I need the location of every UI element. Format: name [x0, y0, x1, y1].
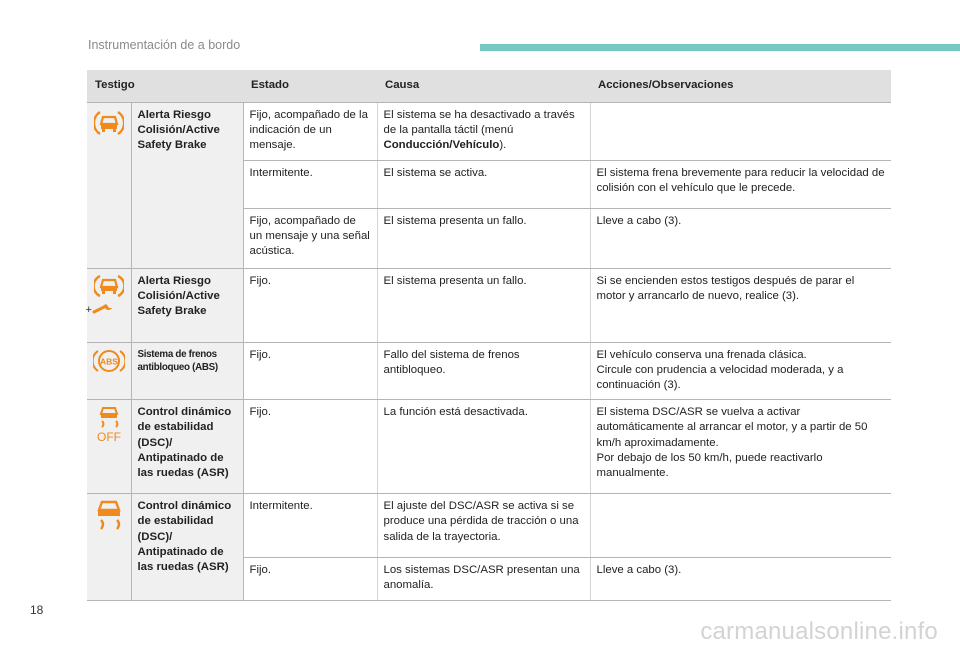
collision-warning-service-icon: [87, 268, 131, 342]
causa-text: El sistema se ha desactivado a través de la pantalla táctil (menú: [383, 109, 575, 137]
watermark: carmanualsonline.info: [700, 618, 938, 645]
section-title: Instrumentación de a bordo: [88, 38, 241, 52]
wrench-icon: [92, 302, 114, 319]
dsc-icon: [87, 494, 131, 600]
acciones-line: El vehículo conserva una frenada clásica.: [596, 348, 807, 361]
cell-estado: Fijo.: [243, 400, 377, 494]
warning-lights-table: [87, 70, 891, 601]
cell-causa: Fallo del sistema de frenos antibloqueo.: [377, 342, 590, 400]
cell-acciones: [590, 342, 891, 400]
cell-causa: El sistema presenta un fallo.: [377, 208, 590, 268]
plus-sign: +: [85, 303, 92, 316]
table-row: [87, 103, 891, 161]
off-icon-text: OFF: [96, 430, 121, 445]
table-row: [87, 342, 891, 400]
table-header-row: [87, 70, 891, 103]
cell-acciones: El sistema frena brevemente para reducir la velocidad de colisión con el vehículo que le precede.: [590, 160, 891, 208]
cell-estado: Fijo, acompañado de la indicación de un mensaje.: [243, 103, 377, 161]
cell-causa: El ajuste del DSC/ASR se activa si se produce una pérdida de tracción o una salida de la trayectoria.: [377, 494, 590, 558]
causa-text-end: ).: [499, 139, 507, 152]
table-row: [87, 400, 891, 494]
cell-acciones: [590, 494, 891, 558]
cell-acciones: Si se encienden estos testigos después de parar el motor y arrancarlo de nuevo, realice (3).: [590, 268, 891, 342]
cell-causa: El sistema se activa.: [377, 160, 590, 208]
header-causa: Causa: [377, 70, 590, 103]
collision-warning-icon: [87, 103, 131, 269]
label-collision-warning: Alerta Riesgo Colisión/Active Safety Brake: [131, 103, 243, 269]
dsc-off-icon: [87, 400, 131, 494]
cell-estado: Intermitente.: [243, 160, 377, 208]
cell-estado: Fijo.: [243, 558, 377, 600]
label-collision-warning-fault: Alerta Riesgo Colisión/Active Safety Brake: [131, 268, 243, 342]
table-row: [87, 494, 891, 558]
header-acciones: Acciones/Observaciones: [590, 70, 891, 103]
abs-icon: [87, 342, 131, 400]
label-dsc-off: Control dinámico de estabilidad (DSC)/ Antipatinado de las ruedas (ASR): [131, 400, 243, 494]
abs-icon-text: ABS: [100, 356, 118, 367]
cell-estado: Fijo.: [243, 268, 377, 342]
cell-acciones: [590, 400, 891, 494]
menu-path: Conducción/Vehículo: [383, 139, 500, 152]
cell-acciones: Lleve a cabo (3).: [590, 558, 891, 600]
table-row: [87, 268, 891, 342]
label-dsc: Control dinámico de estabilidad (DSC)/ Antipatinado de las ruedas (ASR): [131, 494, 243, 600]
header-testigo: Testigo: [87, 70, 243, 103]
cell-estado: Intermitente.: [243, 494, 377, 558]
cell-causa: [377, 103, 590, 161]
cell-causa: El sistema presenta un fallo.: [377, 268, 590, 342]
cell-causa: La función está desactivada.: [377, 400, 590, 494]
acciones-line: Circule con prudencia a velocidad moderada, y a continuación (3).: [596, 363, 844, 392]
acciones-line: El sistema DSC/ASR se vuelva a activar automáticamente al arrancar el motor, y a partir de 50 km/h aproximadamente.: [596, 406, 868, 449]
cell-causa: Los sistemas DSC/ASR presentan una anomalía.: [377, 558, 590, 600]
page-number: 18: [30, 603, 44, 617]
header-accent-bar: [480, 44, 960, 51]
header-estado: Estado: [243, 70, 377, 103]
cell-estado: Fijo, acompañado de un mensaje y una señal acústica.: [243, 208, 377, 268]
label-abs: Sistema de frenos antibloqueo (ABS): [131, 342, 243, 400]
cell-acciones: [590, 103, 891, 161]
cell-estado: Fijo.: [243, 342, 377, 400]
cell-acciones: Lleve a cabo (3).: [590, 208, 891, 268]
acciones-line: Por debajo de los 50 km/h, puede reactivarlo manualmente.: [596, 451, 823, 480]
